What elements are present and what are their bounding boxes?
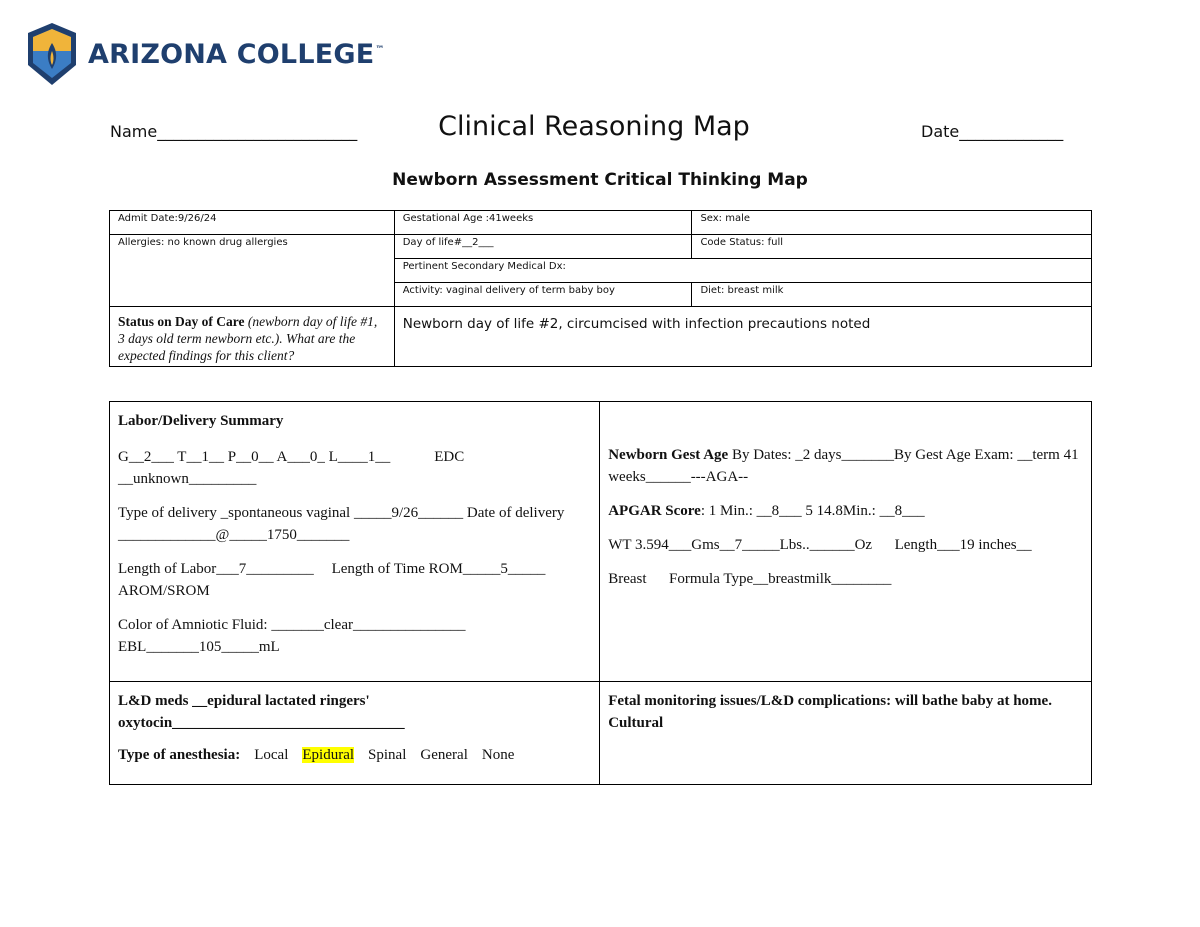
weight-length: WT 3.594___Gms__7_____Lbs..______Oz Length___19 inches__ — [608, 537, 1032, 553]
delivery-date: Date of delivery _____________@_____1750_______ — [118, 505, 565, 543]
anesthesia-option-local: Local — [254, 747, 289, 763]
newborn-cell — [600, 402, 1092, 682]
date-field: Date_____________ — [921, 122, 1064, 141]
activity-cell: Activity: vaginal delivery of term baby boy — [394, 283, 692, 307]
labor-heading: Labor/Delivery Summary — [118, 413, 284, 429]
anesthesia-label: Type of anesthesia: — [118, 747, 241, 763]
admit-date-cell: Admit Date:9/26/24 — [110, 211, 395, 235]
arizona-college-logo — [26, 20, 385, 88]
delivery-type: Type of delivery _spontaneous vaginal _____9/26______ — [118, 505, 464, 521]
ld-meds: L&D meds __epidural lactated ringers' oxytocin_______________________________ — [118, 693, 405, 731]
labor-length: Length of Labor___7_________ — [118, 561, 314, 577]
gest-age-label: Newborn Gest Age — [608, 447, 729, 463]
day-of-life-cell: Day of life#__2___ — [394, 235, 692, 259]
status-label-cell — [110, 307, 395, 367]
status-label-bold: Status on Day of Care — [118, 314, 245, 329]
gtpal-values: G__2___ T__1__ P__0__ A___0_ L____1__ — [118, 449, 391, 465]
rom-length: Length of Time ROM_____5_____ AROM/SROM — [118, 561, 546, 599]
edc-value: __unknown_________ — [118, 471, 257, 487]
apgar-label: APGAR Score — [608, 503, 701, 519]
fetal-monitoring-text: Fetal monitoring issues/L&D complications: will bathe baby at home. Cultural — [608, 693, 1052, 731]
anesthesia-option-spinal: Spinal — [368, 747, 407, 763]
secondary-dx-cell: Pertinent Secondary Medical Dx: — [394, 259, 1091, 283]
gestational-age-cell: Gestational Age :41weeks — [394, 211, 692, 235]
page-subtitle: Newborn Assessment Critical Thinking Map — [392, 170, 808, 190]
feeding-type: Breast Formula Type__breastmilk________ — [608, 571, 892, 587]
gest-age-values: By Dates: _2 days_______By Gest Age Exam: __term 41 weeks______---AGA-- — [608, 447, 1079, 485]
anesthesia-option-none: None — [481, 747, 515, 763]
logo-wordmark: ARIZONA COLLEGE™ — [88, 38, 385, 70]
ld-meds-cell — [110, 682, 600, 785]
diet-cell: Diet: breast milk — [692, 283, 1092, 307]
page-title: Clinical Reasoning Map — [438, 111, 750, 142]
code-status-cell: Code Status: full — [692, 235, 1092, 259]
name-field: Name_________________________ — [110, 122, 358, 141]
apgar-values: : 1 Min.: __8___ 5 14.8Min.: __8___ — [700, 503, 925, 519]
labor-delivery-cell — [110, 402, 600, 682]
status-value-cell: Newborn day of life #2, circumcised with infection precautions noted — [394, 307, 1091, 367]
ebl: EBL_______105_____mL — [118, 639, 280, 655]
status-label-italic: (newborn day of life #1, 3 days old term newborn etc.). What are the expected findings for this client? — [118, 314, 378, 363]
anesthesia-option-epidural: Epidural — [302, 747, 355, 763]
edc-label: EDC — [434, 449, 465, 465]
shield-logo-icon — [26, 21, 78, 87]
delivery-summary-table — [109, 401, 1092, 785]
amniotic-fluid: Color of Amniotic Fluid: _______clear_______________ — [118, 617, 466, 633]
sex-cell: Sex: male — [692, 211, 1092, 235]
fetal-monitoring-cell — [600, 682, 1092, 785]
patient-info-table — [109, 210, 1092, 367]
allergies-cell: Allergies: no known drug allergies — [110, 235, 395, 307]
anesthesia-option-general: General — [420, 747, 468, 763]
